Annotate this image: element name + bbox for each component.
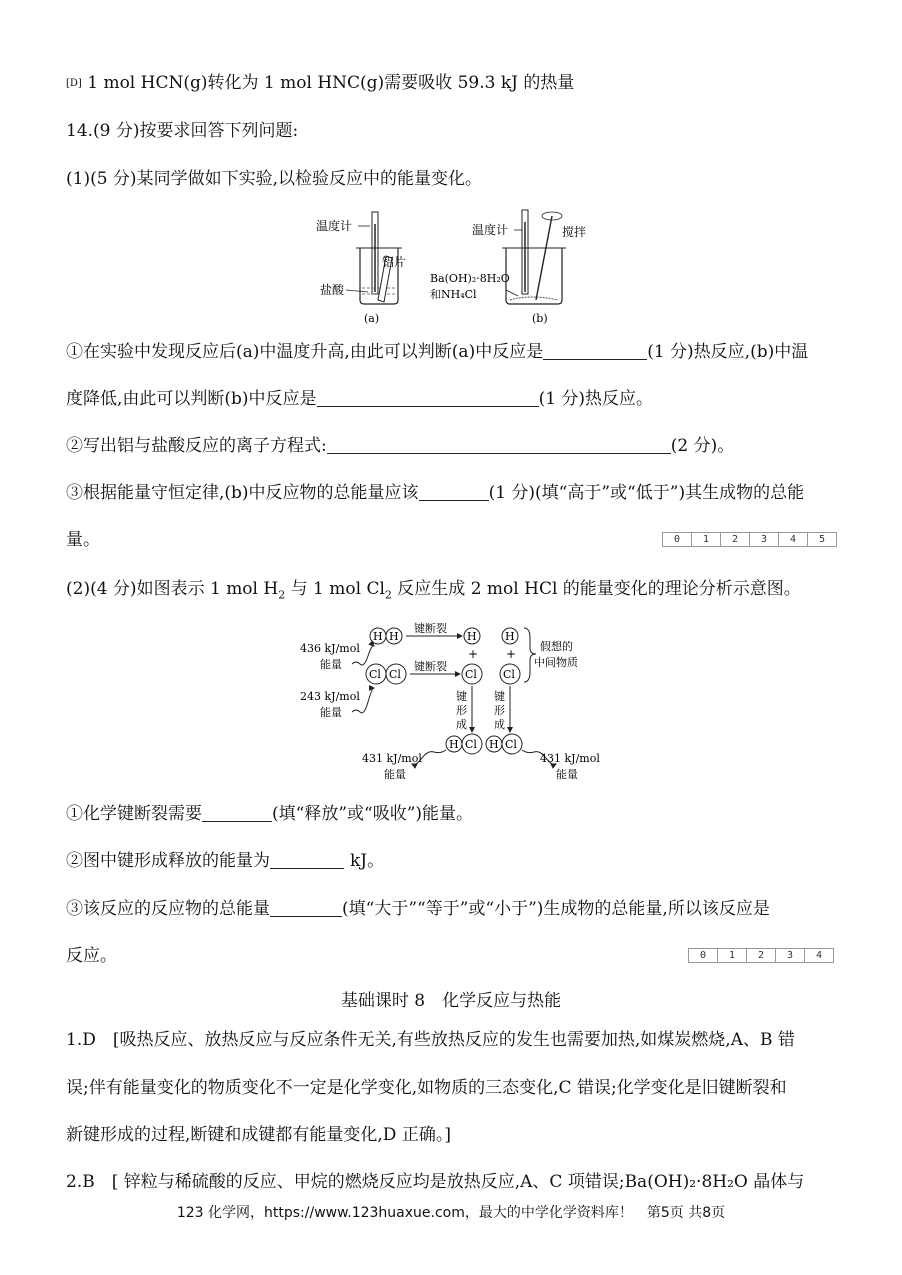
text: 反应生成 2 mol HCl 的能量变化的理论分析示意图。 — [391, 579, 801, 599]
text: (1 分)热反应,(b)中温 — [647, 342, 809, 362]
score-cell[interactable]: 4 — [804, 949, 833, 962]
answer-blank[interactable] — [327, 437, 671, 454]
score-cell[interactable]: 2 — [720, 533, 749, 546]
option-text: 1 mol HCN(g)转化为 1 mol HNC(g)需要吸收 59.3 kJ 的热量 — [87, 73, 575, 93]
part2-q2 — [66, 850, 384, 872]
part1-q2 — [66, 435, 734, 457]
atom-h: H — [389, 630, 399, 643]
text: (填“大于”“等于”或“小于”)生成物的总能量,所以该反应是 — [342, 899, 770, 919]
score-cell[interactable]: 5 — [807, 533, 836, 546]
score-cell[interactable]: 3 — [749, 533, 778, 546]
score-cell[interactable]: 0 — [699, 950, 707, 961]
part1-q1-line2 — [66, 388, 653, 410]
answer-blank[interactable] — [419, 484, 489, 501]
text: ③该反应的反应物的总能量 — [66, 899, 270, 919]
score-box-part1 — [662, 532, 837, 547]
energy-label: 能量 — [384, 768, 406, 781]
bond-energy-diagram — [290, 620, 620, 784]
text: (2 分)。 — [670, 436, 735, 456]
energy-436: 436 kJ/mol — [300, 642, 360, 655]
question-14-title: 14.(9 分)按要求回答下列问题: — [66, 121, 299, 141]
atom-h: H — [467, 630, 477, 643]
text: (1 分)(填“高于”或“低于”)其生成物的总能 — [488, 483, 805, 503]
answer-blank[interactable] — [317, 390, 539, 407]
label-bond-form: 成 — [456, 718, 467, 731]
text: ①化学键断裂需要 — [66, 804, 202, 824]
page-footer: 123 化学网，https://www.123huaxue.com，最大的中学化学资料库！ 第5页 共8页 — [176, 1205, 726, 1221]
answer-1-line1: 1.D [吸热反应、放热反应与反应条件无关,有些放热反应的发生也需要加热,如煤炭燃烧,A、B 错 — [66, 1030, 795, 1050]
atom-h: H — [505, 630, 515, 643]
answer-blank[interactable] — [202, 805, 272, 822]
answer-blank[interactable] — [270, 900, 342, 917]
plus-sign: + — [506, 647, 517, 661]
text: (2)(4 分)如图表示 1 mol H — [66, 579, 279, 599]
atom-cl: Cl — [503, 668, 515, 681]
beaker-b — [506, 248, 562, 304]
label-acid: 盐酸 — [320, 283, 345, 297]
option-d — [66, 72, 574, 95]
score-box-part2 — [688, 948, 834, 963]
atom-cl: Cl — [465, 738, 477, 751]
part2-intro — [66, 578, 801, 606]
option-marker: [D] — [66, 78, 82, 89]
atom-cl: Cl — [369, 668, 381, 681]
atom-cl: Cl — [465, 668, 477, 681]
label-bond-form: 形 — [456, 704, 467, 717]
score-cell[interactable]: 3 — [775, 949, 804, 962]
text: kJ。 — [350, 851, 385, 871]
score-cell[interactable]: 2 — [746, 949, 775, 962]
label-bond-break: 键断裂 — [414, 622, 447, 635]
answer-1-line3: 新键形成的过程,断键和成键都有能量变化,D 正确。] — [66, 1125, 451, 1145]
score-cell[interactable]: 0 — [673, 534, 681, 545]
energy-243: 243 kJ/mol — [300, 690, 360, 703]
energy-431-left: 431 kJ/mol — [362, 752, 422, 765]
part2-q1 — [66, 803, 473, 825]
caption-a: (a) — [364, 312, 380, 325]
text: ①在实验中发现反应后(a)中温度升高,由此可以判断(a)中反应是 — [66, 342, 544, 362]
answer-blank[interactable] — [543, 343, 647, 360]
score-cell[interactable]: 4 — [778, 533, 807, 546]
part1-intro: (1)(5 分)某同学做如下实验,以检验反应中的能量变化。 — [66, 169, 482, 189]
part1-q3 — [66, 482, 804, 504]
stirring-rod — [536, 216, 552, 300]
label-bond-form: 形 — [494, 704, 505, 717]
part2-q3 — [66, 898, 770, 920]
text: 与 1 mol Cl — [285, 579, 385, 599]
part2-q3-end: 反应。 — [66, 946, 117, 966]
energy-label: 能量 — [320, 706, 342, 719]
plus-sign: + — [468, 647, 479, 661]
score-cell[interactable]: 1 — [717, 949, 746, 962]
atom-h: H — [489, 738, 499, 751]
text: ②写出铝与盐酸反应的离子方程式: — [66, 436, 327, 456]
subscript: 2 — [278, 588, 286, 602]
energy-label: 能量 — [556, 768, 578, 781]
experiment-figure — [300, 204, 600, 328]
label-reagent-2: 和NH₄Cl — [430, 288, 477, 301]
label-bond-break: 键断裂 — [414, 660, 447, 673]
answers-section-title: 基础课时 8 化学反应与热能 — [340, 991, 562, 1011]
label-bond-form: 成 — [494, 718, 505, 731]
energy-label: 能量 — [320, 658, 342, 671]
text: (1 分)热反应。 — [538, 389, 654, 409]
part1-q1-line1 — [66, 341, 808, 363]
score-cell[interactable]: 1 — [691, 533, 720, 546]
label-thermometer-b: 温度计 — [472, 223, 509, 237]
label-stir: 搅拌 — [562, 225, 587, 239]
text: ③根据能量守恒定律,(b)中反应物的总能量应该 — [66, 483, 419, 503]
label-bond-form: 键 — [494, 690, 505, 703]
subscript: 2 — [384, 588, 392, 602]
atom-h: H — [373, 630, 383, 643]
atom-cl: Cl — [389, 668, 401, 681]
text: (填“释放”或“吸收”)能量。 — [272, 804, 474, 824]
caption-b: (b) — [532, 312, 548, 325]
label-reagent-1: Ba(OH)₂·8H₂O — [430, 272, 510, 285]
atom-h: H — [449, 738, 459, 751]
answer-1-line2: 误;伴有能量变化的物质变化不一定是化学变化,如物质的三态变化,C 错误;化学变化是旧键断裂和 — [66, 1078, 787, 1098]
label-intermediate: 中间物质 — [534, 656, 578, 669]
answer-blank[interactable] — [270, 852, 344, 869]
label-bond-form: 键 — [456, 690, 467, 703]
part1-q3-end: 量。 — [66, 530, 100, 550]
label-aluminum: 铝片 — [382, 255, 407, 269]
label-thermometer-a: 温度计 — [316, 219, 353, 233]
atom-cl: Cl — [505, 738, 517, 751]
text: ②图中键形成释放的能量为 — [66, 851, 270, 871]
energy-431-right: 431 kJ/mol — [540, 752, 600, 765]
answer-2-line1: 2.B [ 锌粒与稀硫酸的反应、甲烷的燃烧反应均是放热反应,A、C 项错误;Ba(OH)₂·8H₂O 晶体与 — [66, 1172, 805, 1192]
label-hypothetical: 假想的 — [540, 640, 573, 653]
text: 度降低,由此可以判断(b)中反应是 — [66, 389, 317, 409]
